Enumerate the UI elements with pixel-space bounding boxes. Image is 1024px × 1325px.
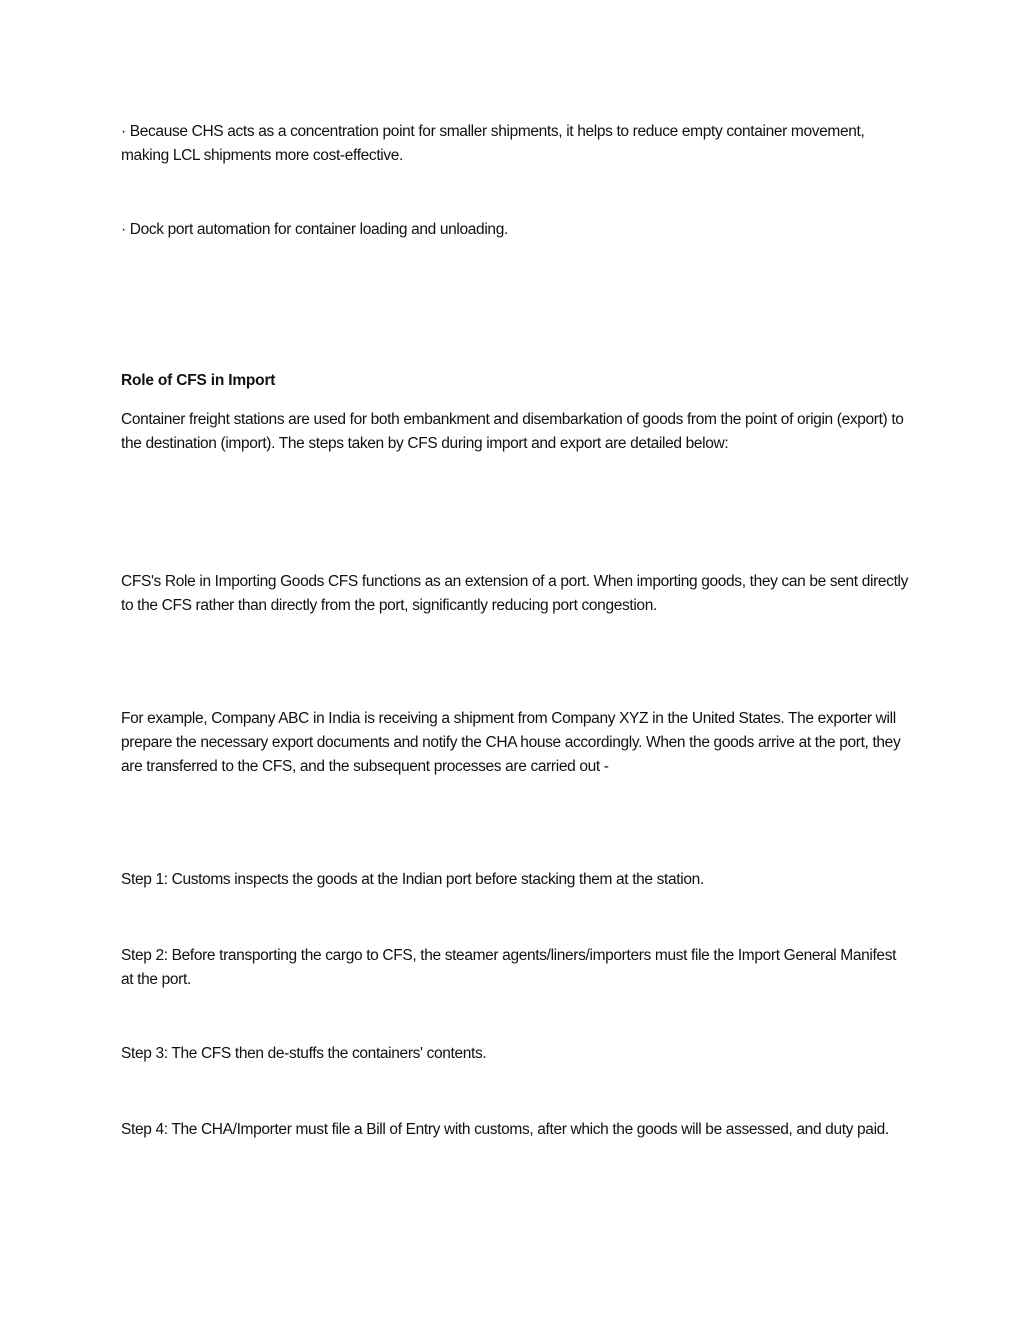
step-3: Step 3: The CFS then de-stuffs the containers' contents. bbox=[121, 1045, 487, 1062]
example-paragraph: For example, Company ABC in India is receiving a shipment from Company XYZ in the United States. The exporter will prepare the necessary export documents and notify the CHA house accordingly. When the goods arrive at the port, they are transferred to the CFS, and the subsequent processes are carried out - bbox=[121, 710, 901, 775]
role-paragraph: CFS's Role in Importing Goods CFS functions as an extension of a port. When importing goods, they can be sent directly to the CFS rather than directly from the port, significantly reducing port congestion. bbox=[121, 573, 909, 614]
step-4: Step 4: The CHA/Importer must file a Bill of Entry with customs, after which the goods will be assessed, and duty paid. bbox=[121, 1121, 889, 1138]
step-2: Step 2: Before transporting the cargo to CFS, the steamer agents/liners/importers must file the Import General Manifest at the port. bbox=[121, 947, 897, 988]
intro-paragraph: Container freight stations are used for both embankment and disembarkation of goods from the point of origin (export) to the destination (import). The steps taken by CFS during import and export are detailed below: bbox=[121, 411, 904, 452]
step-1: Step 1: Customs inspects the goods at the Indian port before stacking them at the station. bbox=[121, 871, 704, 888]
bullet-dock-automation: · Dock port automation for container loading and unloading. bbox=[121, 221, 508, 238]
bullet-concentration-point: · Because CHS acts as a concentration point for smaller shipments, it helps to reduce empty container movement, making LCL shipments more cost-effective. bbox=[121, 123, 865, 164]
section-heading: Role of CFS in Import bbox=[121, 372, 276, 389]
